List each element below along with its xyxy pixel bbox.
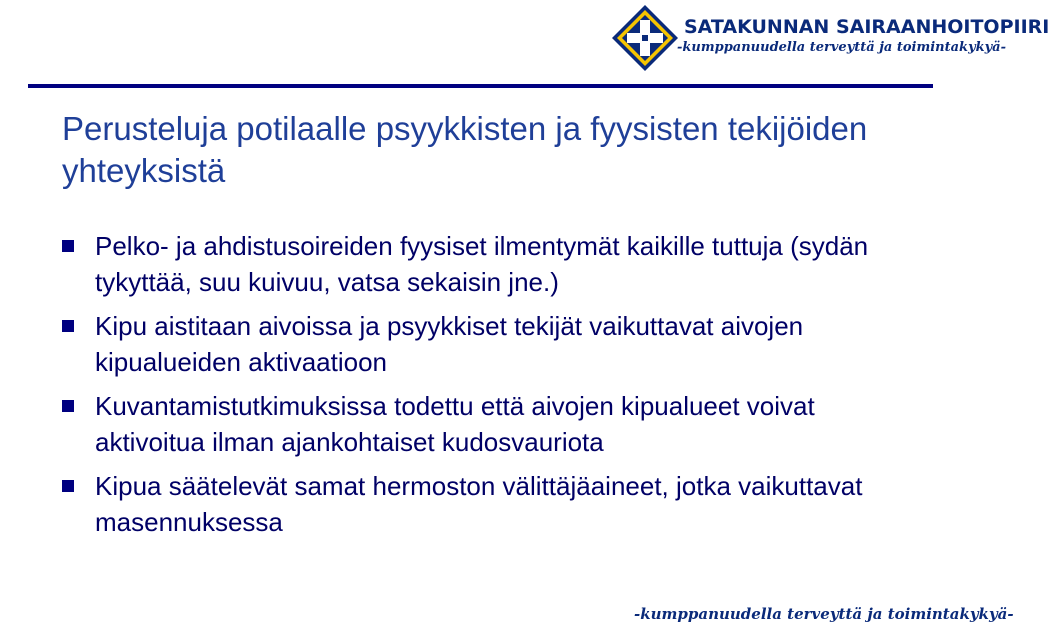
square-bullet-icon <box>62 320 74 332</box>
bullet-item <box>62 468 922 540</box>
bullet-item <box>62 228 922 300</box>
slide-header <box>0 0 1049 100</box>
bullet-text: Kuvantamistutkimuksissa todettu että aivojen kipualueet voivat aktivoitua ilman ajankohtaiset kudosvauriota <box>95 391 815 457</box>
bullet-text: Kipua säätelevät samat hermoston välittäjäaineet, jotka vaikuttavat masennuksessa <box>95 471 863 537</box>
slide-title: Perusteluja potilaalle psyykkisten ja fyysisten tekijöiden yhteyksistä <box>62 110 868 189</box>
organization-name: SATAKUNNAN SAIRAANHOITOPIIRI <box>684 16 1049 38</box>
bullet-text: Kipu aistitaan aivoissa ja psyykkiset tekijät vaikuttavat aivojen kipualueiden aktivaatioon <box>95 311 804 377</box>
footer-slogan: -kumppanuudella terveyttä ja toimintakykyä- <box>634 605 1014 623</box>
bullet-list <box>62 228 922 548</box>
header-divider <box>28 84 933 88</box>
square-bullet-icon <box>62 240 74 252</box>
header-slogan: -kumppanuudella terveyttä ja toimintakykyä- <box>677 40 1006 55</box>
bullet-text: Pelko- ja ahdistusoireiden fyysiset ilmentymät kaikille tuttuja (sydän tykyttää, suu kuivuu, vatsa sekaisin jne.) <box>95 231 869 297</box>
bullet-item <box>62 388 922 460</box>
bullet-item <box>62 308 922 380</box>
square-bullet-icon <box>62 480 74 492</box>
cross-emblem-icon <box>611 4 679 72</box>
square-bullet-icon <box>62 400 74 412</box>
